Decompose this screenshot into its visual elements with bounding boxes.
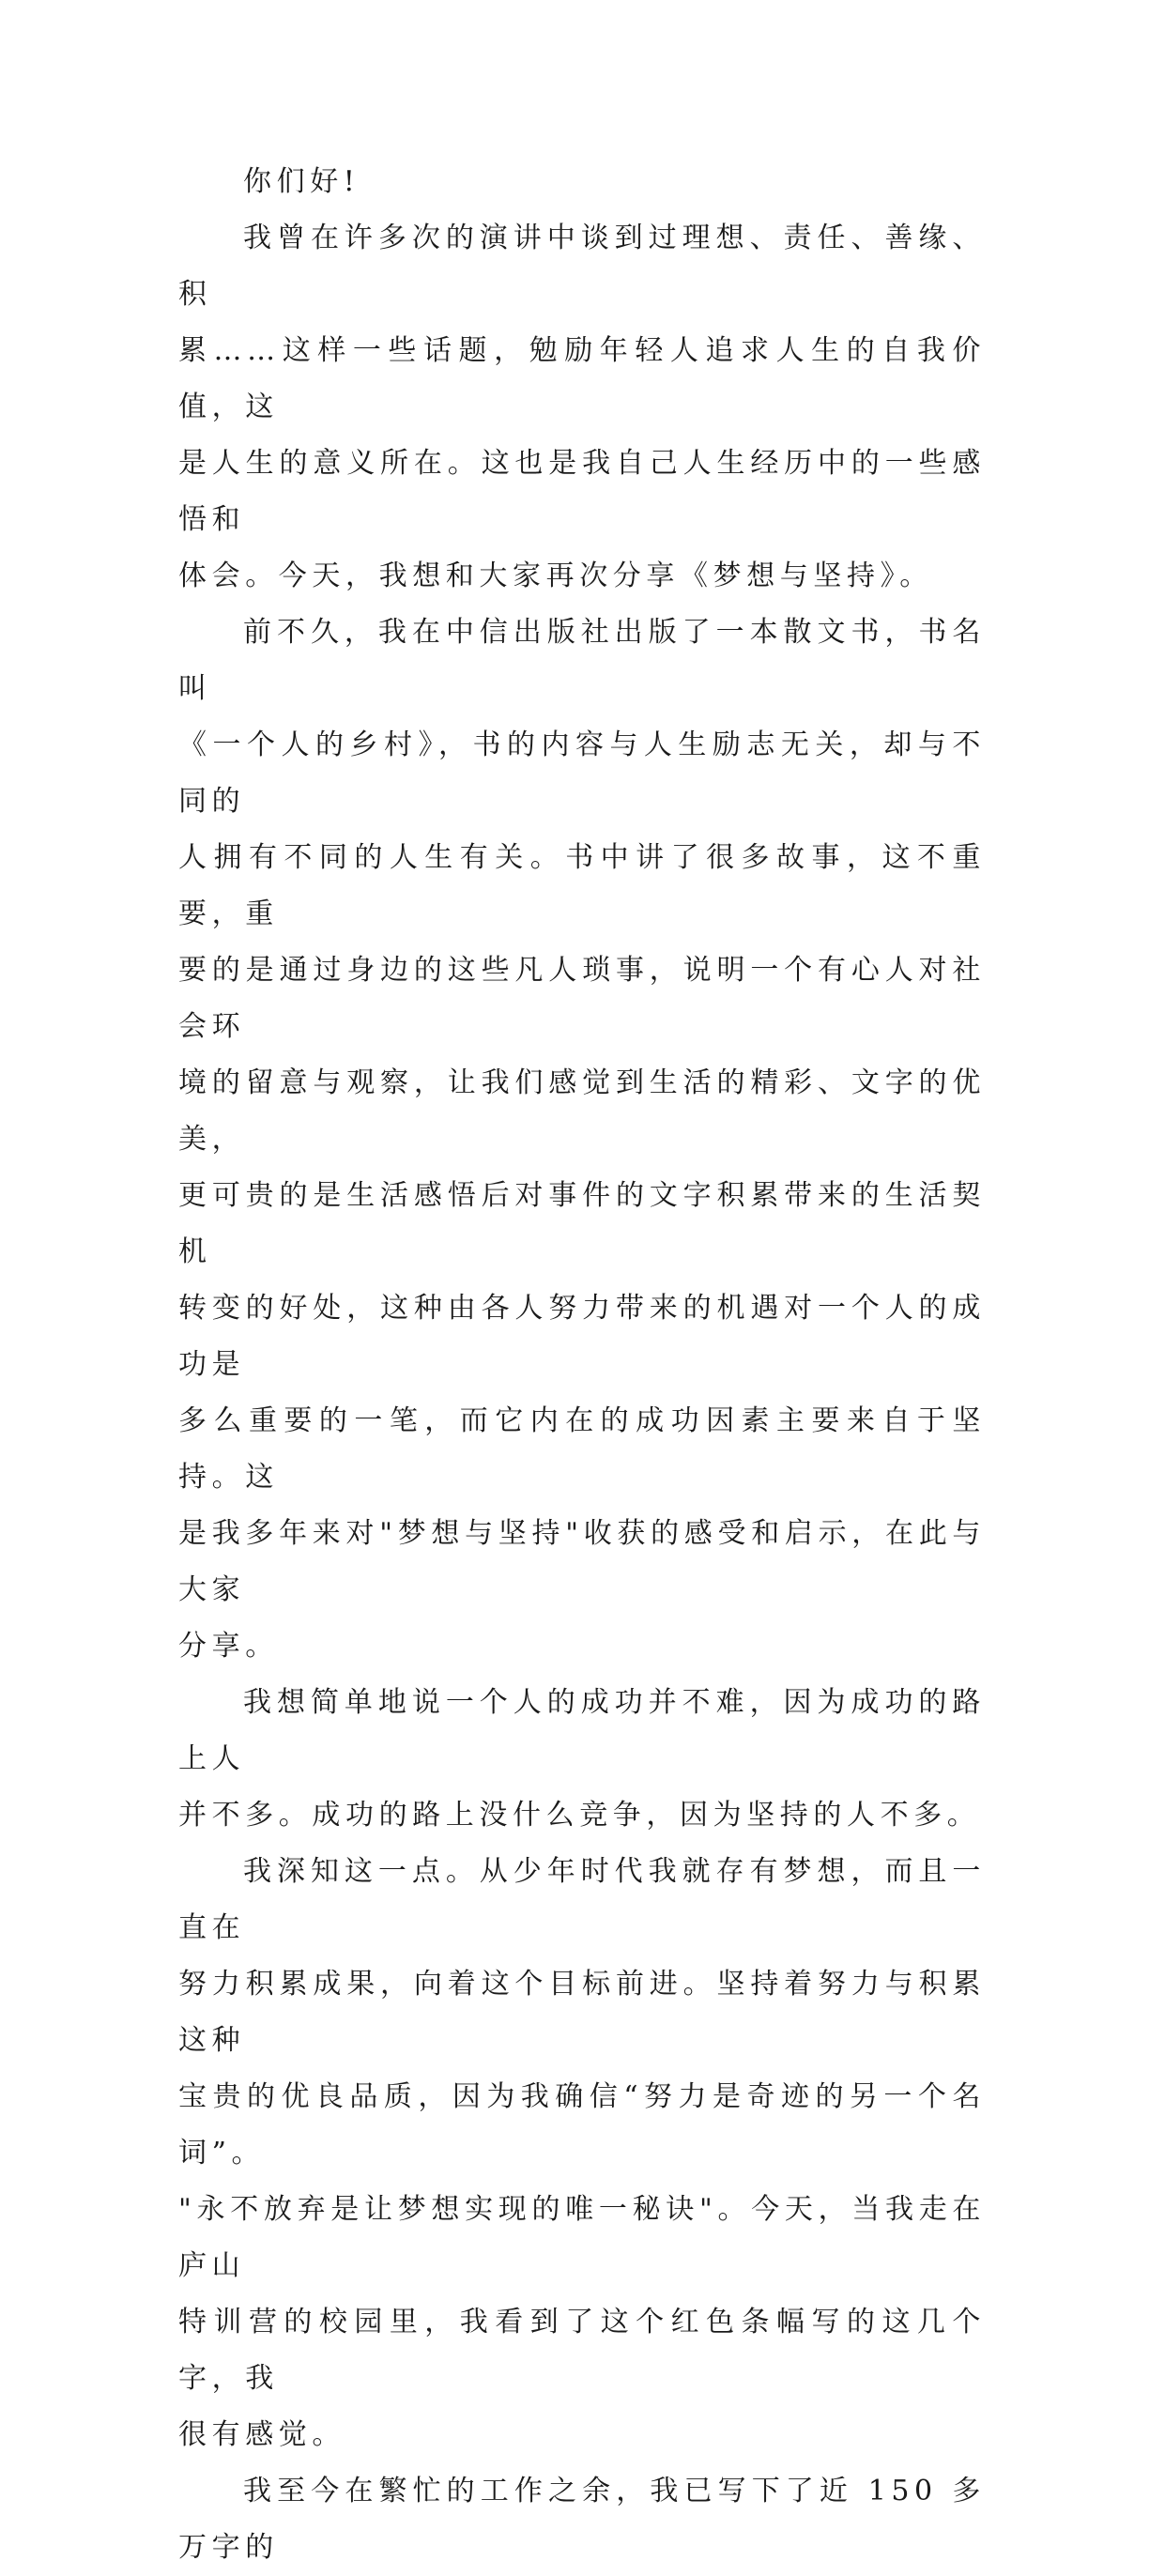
paragraph-ideals: 我曾在许多次的演讲中谈到过理想、责任、善缘、积 累……这样一些话题，勉励年轻人追求人生的自我价值，这 是人生的意义所在。这也是我自己人生经历中的一些感悟和 体会。今天，我想和大家再次分享《梦想与坚持》。 — [178, 222, 986, 592]
paragraph-success: 我想简单地说一个人的成功并不难，因为成功的路上人 并不多。成功的路上没什么竞争，因为坚持的人不多。 — [178, 1686, 986, 1832]
paragraph-book: 前不久，我在中信出版社出版了一本散文书，书名叫 《一个人的乡村》，书的内容与人生励志无关，却与不同的 人拥有不同的人生有关。书中讲了很多故事，这不重要，重 要的是通过身边的这些凡人琐事，说明一个有心人对社会环 境的留意与观察，让我们感觉到生活的精彩、文字的优美， 更可贵的是生活感悟后对事件的文字积累带来的生活契机 转变的好处，这种由各人努力带来的机遇对一个人的成功是 多么重要的一笔，而它内在的成功因素主要来自于坚持。这 是我多年来对"梦想与坚持"收获的感受和启示，在此与大家 分享。 — [178, 616, 986, 1663]
body-text — [178, 154, 986, 2576]
greeting-paragraph: 你们好! — [243, 165, 360, 198]
paragraph-dream: 我深知这一点。从少年时代我就存有梦想，而且一直在 努力积累成果，向着这个目标前进。坚持着努力与积累这种 宝贵的优良品质，因为我确信“努力是奇迹的另一个名词”。 "永不放弃是让梦想实现的唯一秘诀"。今天，当我走在庐山 特训营的校园里，我看到了这个红色条幅写的这几个字，我 很有感觉。 — [178, 1855, 986, 2451]
paragraph-writing: 我至今在繁忙的工作之余，我已写下了近 150 多万字的 — [178, 2475, 986, 2564]
